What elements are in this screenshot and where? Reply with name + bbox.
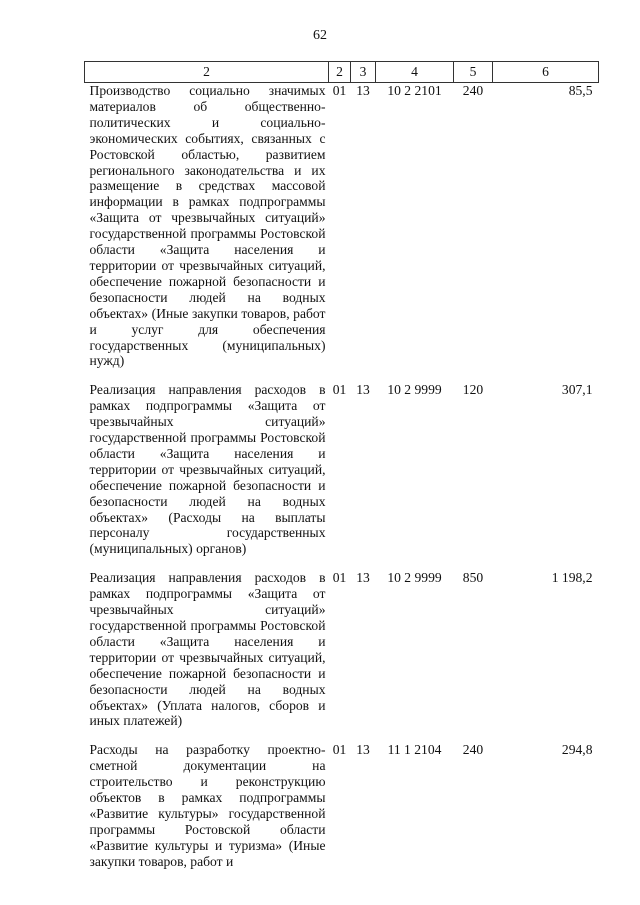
- table-header: [85, 62, 599, 83]
- row-subsection: 13: [356, 83, 370, 98]
- header-type-column: 5: [454, 62, 493, 83]
- row-target: 10 2 9999: [387, 382, 442, 398]
- row-name: Расходы на разработку проектно-сметной документации на строительство и реконструкцию объектов в рамках подпрограммы «Развитие культуры» государственной программы Ростовской области «Развитие культуры и туризма» (Иные закупки товаров, работ и: [89, 742, 326, 869]
- budget-table: [84, 61, 599, 870]
- page-number: 62: [313, 28, 327, 43]
- row-amount: 294,8: [561, 742, 593, 758]
- table-row: [85, 570, 599, 742]
- header-section-column: 2: [329, 62, 351, 83]
- row-subsection: 13: [356, 570, 370, 586]
- header-target-column: 4: [376, 62, 454, 83]
- table-row: [85, 742, 599, 869]
- header-name-column: 2: [85, 62, 329, 83]
- row-type: 120: [462, 382, 484, 398]
- row-target: 11 1 2104: [387, 742, 442, 758]
- row-section: 01: [332, 382, 347, 398]
- row-name: Реализация направления расходов в рамках подпрограммы «Защита от чрезвычайных ситуаций» государственной программы Ростовской области «Защита населения и территории от чрезвычайных ситуаций, обеспечение пожарной безопасности и безопасности людей на водных объектах» (Уплата налогов, сборов и иных платежей): [89, 570, 326, 729]
- row-section: 01: [332, 570, 347, 586]
- table-row: [85, 382, 599, 570]
- row-amount: 85,5: [568, 83, 593, 98]
- row-section: 01: [332, 742, 347, 758]
- row-name: Производство социально значимых материалов об общественно-политических и социально-экономических событиях, связанных с Ростовской областью, развитием регионального законодательства и их размещение в средствах массовой информации в рамках подпрограммы «Защита от чрезвычайных ситуаций» государственной программы Ростовской области «Защита населения и территории от чрезвычайных ситуаций, обеспечение пожарной безопасности и безопасности людей на водных объектах» (Иные закупки товаров, работ и услуг для обеспечения государственных (муниципальных) нужд): [89, 83, 326, 369]
- row-type: 240: [462, 83, 484, 98]
- header-subsection-column: 3: [351, 62, 376, 83]
- row-name: Реализация направления расходов в рамках подпрограммы «Защита от чрезвычайных ситуаций» государственной программы Ростовской области «Защита населения и территории от чрезвычайных ситуаций, обеспечение пожарной безопасности и безопасности людей на водных объектах» (Расходы на выплаты персоналу государственных (муниципальных) органов): [89, 382, 326, 557]
- row-subsection: 13: [356, 382, 370, 398]
- row-section: 01: [332, 83, 347, 98]
- row-type: 240: [462, 742, 484, 758]
- row-amount: 1 198,2: [551, 570, 593, 586]
- table-row: [85, 83, 599, 383]
- row-amount: 307,1: [561, 382, 593, 398]
- row-target: 10 2 2101: [387, 83, 442, 98]
- row-subsection: 13: [356, 742, 370, 758]
- row-type: 850: [462, 570, 484, 586]
- header-amount-column: 6: [493, 62, 599, 83]
- row-target: 10 2 9999: [387, 570, 442, 586]
